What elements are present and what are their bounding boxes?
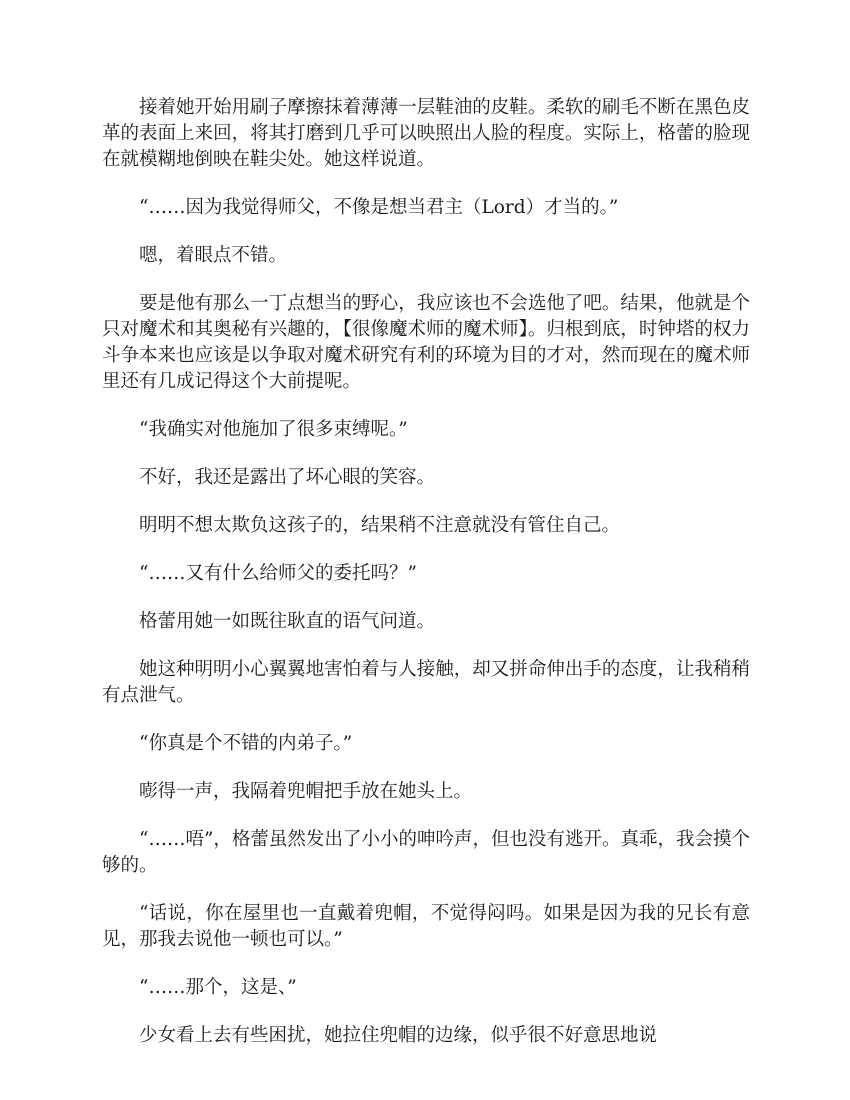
paragraph: 不好，我还是露出了坏心眼的笑容。 xyxy=(139,467,436,488)
paragraph: “……因为我觉得师父，不像是想当君主（Lord）才当的。” xyxy=(139,197,619,218)
paragraph: 嘭得一声，我隔着兜帽把手放在她头上。 xyxy=(139,781,473,802)
paragraph: 明明不想太欺负这孩子的，结果稍不注意就没有管住自己。 xyxy=(139,515,621,536)
paragraph: 少女看上去有些困扰，她拉住兜帽的边缘，似乎很不好意思地说 xyxy=(139,1025,658,1046)
paragraph: “……唔”，格蕾虽然发出了小小的呻吟声，但也没有逃开。真乖，我会摸个够的。 xyxy=(102,829,750,876)
paragraph: 接着她开始用刷子摩擦抹着薄薄一层鞋油的皮鞋。柔软的刷毛不断在黑色皮革的表面上来回，将其打磨到几乎可以映照出人脸的程度。实际上，格蕾的脸现在就模糊地倒映在鞋尖处。她这样说道。 xyxy=(102,97,750,170)
paragraph: 她这种明明小心翼翼地害怕着与人接触，却又拼命伸出手的态度，让我稍稍有点泄气。 xyxy=(102,659,750,706)
paragraph: “你真是个不错的内弟子。” xyxy=(139,733,353,754)
document-page xyxy=(102,95,750,1071)
paragraph: 嗯，着眼点不错。 xyxy=(139,245,288,266)
paragraph: 格蕾用她一如既往耿直的语气问道。 xyxy=(139,611,436,632)
paragraph: “话说，你在屋里也一直戴着兜帽，不觉得闷吗。如果是因为我的兄长有意见，那我去说他一顿也可以。” xyxy=(102,903,750,950)
paragraph: “……又有什么给师父的委托吗？” xyxy=(139,563,417,584)
paragraph: “……那个，这是、” xyxy=(139,977,297,998)
paragraph: “我确实对他施加了很多束缚呢。” xyxy=(139,419,408,440)
paragraph: 要是他有那么一丁点想当的野心，我应该也不会选他了吧。结果，他就是个只对魔术和其奥秘有兴趣的，【很像魔术师的魔术师】。归根到底，时钟塔的权力斗争本来也应该是以争取对魔术研究有利的环境为目的才对，然而现在的魔术师里还有几成记得这个大前提呢。 xyxy=(102,293,750,392)
